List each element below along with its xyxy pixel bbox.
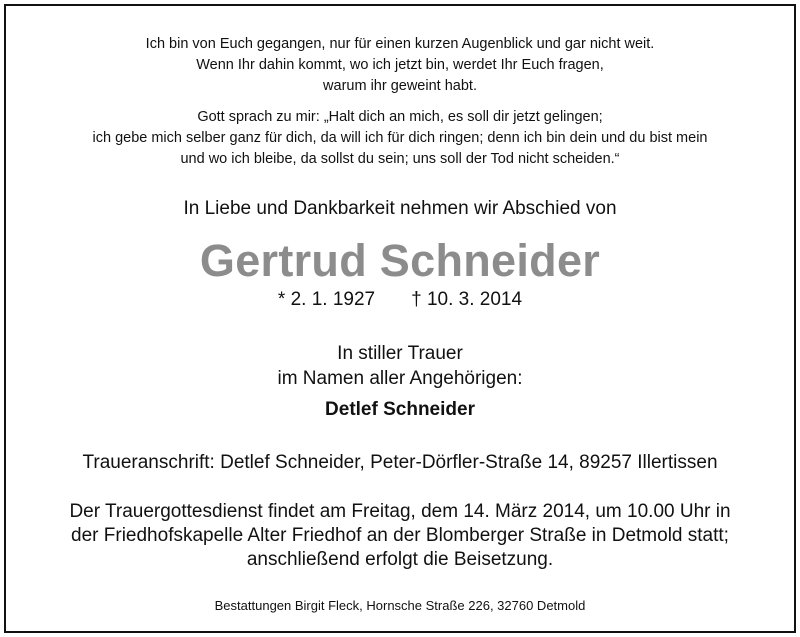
verse-line: Gott sprach zu mir: „Halt dich an mich, es soll dir jetzt gelingen;	[197, 109, 603, 125]
service-line: der Friedhofskapelle Alter Friedhof an der Blomberger Straße in Detmold statt;	[71, 525, 729, 546]
deceased-name: Gertrud Schneider	[199, 235, 601, 286]
service-line: Der Trauergottesdienst findet am Freitag, dem 14. März 2014, um 10.00 Uhr in	[69, 501, 731, 522]
verse-line: und wo ich bleibe, da sollst du sein; uns soll der Tod nicht scheiden.“	[180, 151, 620, 167]
obituary-notice	[4, 4, 796, 633]
mourning-line: In stiller Trauer	[337, 343, 463, 364]
death-date: † 10. 3. 2014	[411, 289, 523, 310]
mourning-line: im Namen aller Angehörigen:	[277, 368, 523, 389]
undertaker-info: Bestattungen Birgit Fleck, Hornsche Straße 226, 32760 Detmold	[214, 598, 586, 613]
birth-date: * 2. 1. 1927	[277, 289, 376, 310]
life-dates	[6, 289, 794, 311]
poem-line: Ich bin von Euch gegangen, nur für einen kurzen Augenblick und gar nicht weit.	[145, 36, 655, 52]
poem-line: Wenn Ihr dahin kommt, wo ich jetzt bin, werdet Ihr Euch fragen,	[196, 57, 604, 73]
verse-line: ich gebe mich selber ganz für dich, da will ich für dich ringen; denn ich bin dein und du bist mein	[92, 130, 708, 146]
service-line: anschließend erfolgt die Beisetzung.	[246, 549, 554, 570]
mourning-address: Traueranschrift: Detlef Schneider, Peter-Dörfler-Straße 14, 89257 Illertissen	[82, 452, 718, 473]
intro-text: In Liebe und Dankbarkeit nehmen wir Abschied von	[183, 198, 617, 219]
signer-name: Detlef Schneider	[325, 399, 475, 420]
poem-line: warum ihr geweint habt.	[323, 78, 477, 94]
